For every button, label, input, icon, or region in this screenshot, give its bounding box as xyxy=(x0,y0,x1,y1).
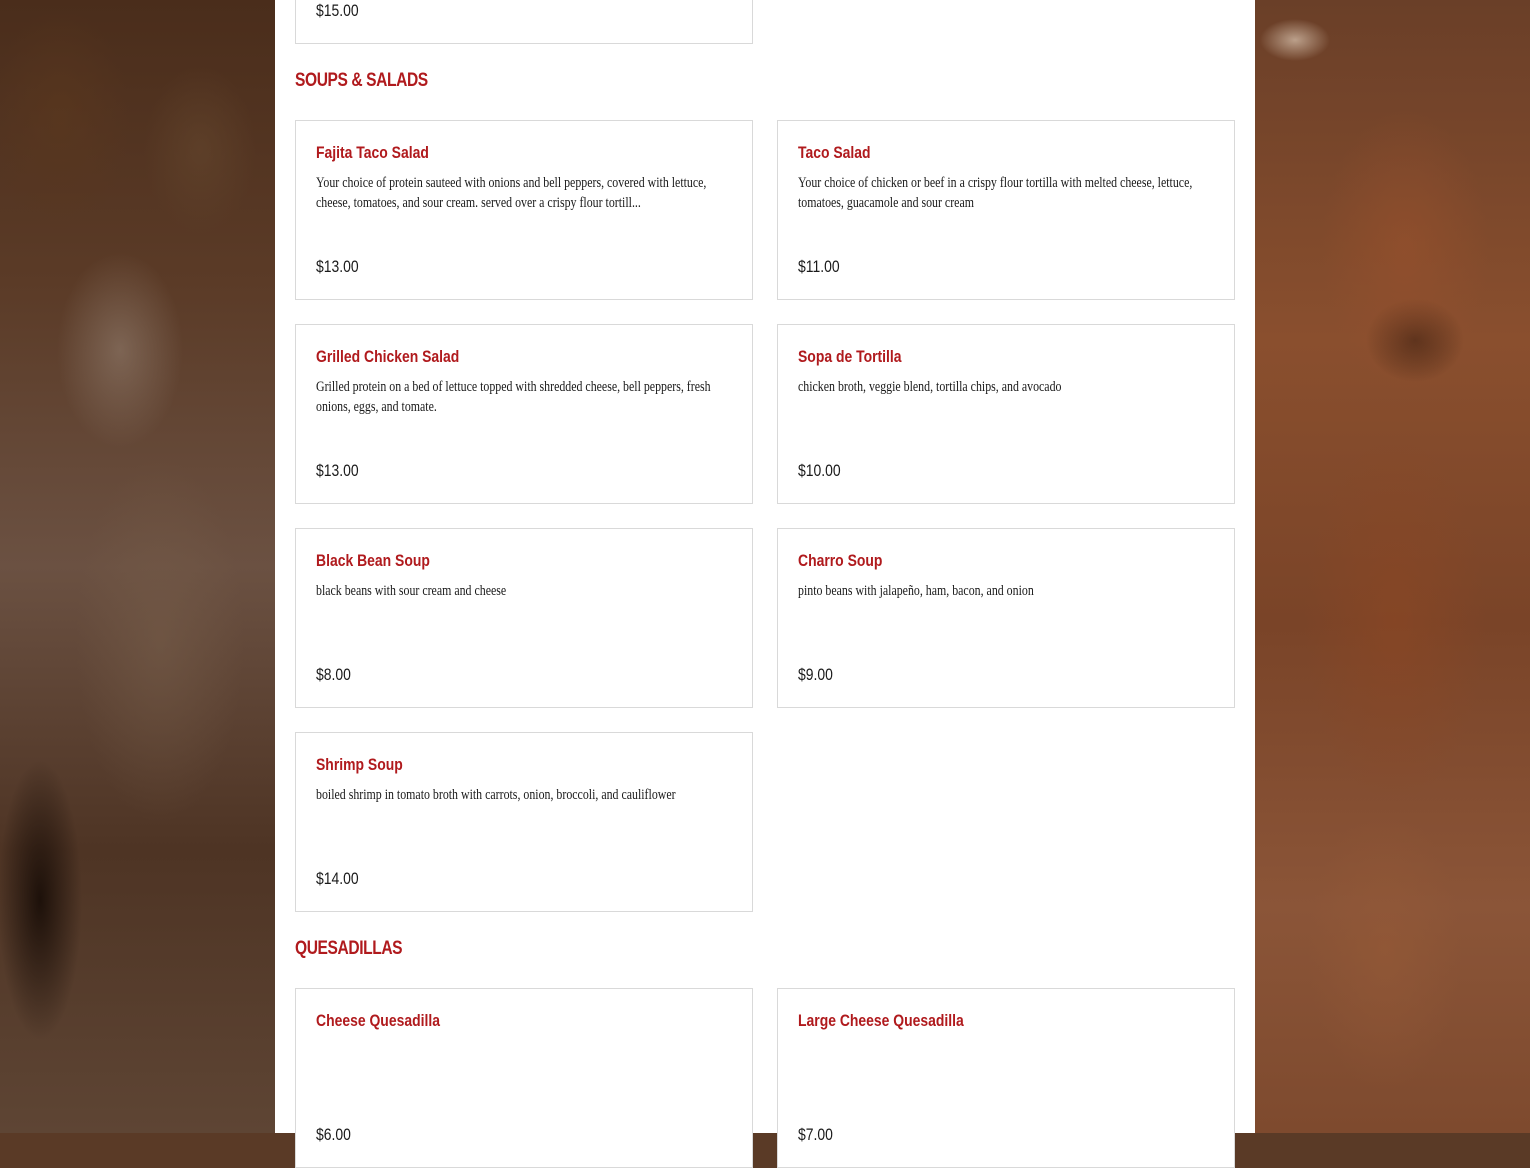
menu-item-card[interactable] xyxy=(777,988,1235,1168)
menu-item-card[interactable] xyxy=(295,120,753,300)
item-name: Taco Salad xyxy=(798,143,871,162)
menu-item-card[interactable] xyxy=(777,120,1235,300)
menu-panel xyxy=(275,0,1255,1144)
item-description: chicken broth, veggie blend, tortilla chips, and avocado xyxy=(798,379,1062,395)
menu-item-card[interactable] xyxy=(777,528,1235,708)
item-price: $9.00 xyxy=(798,665,833,684)
item-name: Large Cheese Quesadilla xyxy=(798,1011,964,1030)
item-description: Your choice of protein sauteed with onions and bell peppers, covered with lettuce, cheese, tomatoes, and sour cream. served over a crispy flour tortill... xyxy=(316,175,707,211)
menu-item-card[interactable] xyxy=(295,0,753,44)
item-name: Sopa de Tortilla xyxy=(798,347,902,366)
background-texture-right xyxy=(1255,0,1530,1133)
menu-item-card[interactable] xyxy=(777,324,1235,504)
background-texture-left xyxy=(0,0,275,1133)
item-description: Your choice of chicken or beef in a crispy flour tortilla with melted cheese, lettuce, tomatoes, guacamole and sour cream xyxy=(798,175,1193,211)
item-description: boiled shrimp in tomato broth with carrots, onion, broccoli, and cauliflower xyxy=(316,787,676,803)
item-price: $7.00 xyxy=(798,1125,833,1144)
menu-item-card[interactable] xyxy=(295,988,753,1168)
menu-item-card[interactable] xyxy=(295,528,753,708)
item-price: $8.00 xyxy=(316,665,351,684)
section-title-quesadillas: QUESADILLAS xyxy=(295,938,403,959)
item-description: Grilled protein on a bed of lettuce topped with shredded cheese, bell peppers, fresh onions, eggs, and tomate. xyxy=(316,379,711,415)
item-price: $15.00 xyxy=(316,1,359,20)
section-title-soups-salads: SOUPS & SALADS xyxy=(295,70,428,91)
item-name: Shrimp Soup xyxy=(316,755,403,774)
item-name: Charro Soup xyxy=(798,551,883,570)
item-price: $6.00 xyxy=(316,1125,351,1144)
item-name: Grilled Chicken Salad xyxy=(316,347,460,366)
item-description: black beans with sour cream and cheese xyxy=(316,583,507,599)
menu-item-card[interactable] xyxy=(295,732,753,912)
item-price: $10.00 xyxy=(798,461,841,480)
item-price: $11.00 xyxy=(798,257,840,276)
item-price: $13.00 xyxy=(316,461,359,480)
item-name: Cheese Quesadilla xyxy=(316,1011,440,1030)
menu-item-card[interactable] xyxy=(295,324,753,504)
item-name: Black Bean Soup xyxy=(316,551,430,570)
item-name: Fajita Taco Salad xyxy=(316,143,429,162)
item-description: pinto beans with jalapeño, ham, bacon, and onion xyxy=(798,583,1034,599)
item-price: $14.00 xyxy=(316,869,359,888)
item-price: $13.00 xyxy=(316,257,359,276)
